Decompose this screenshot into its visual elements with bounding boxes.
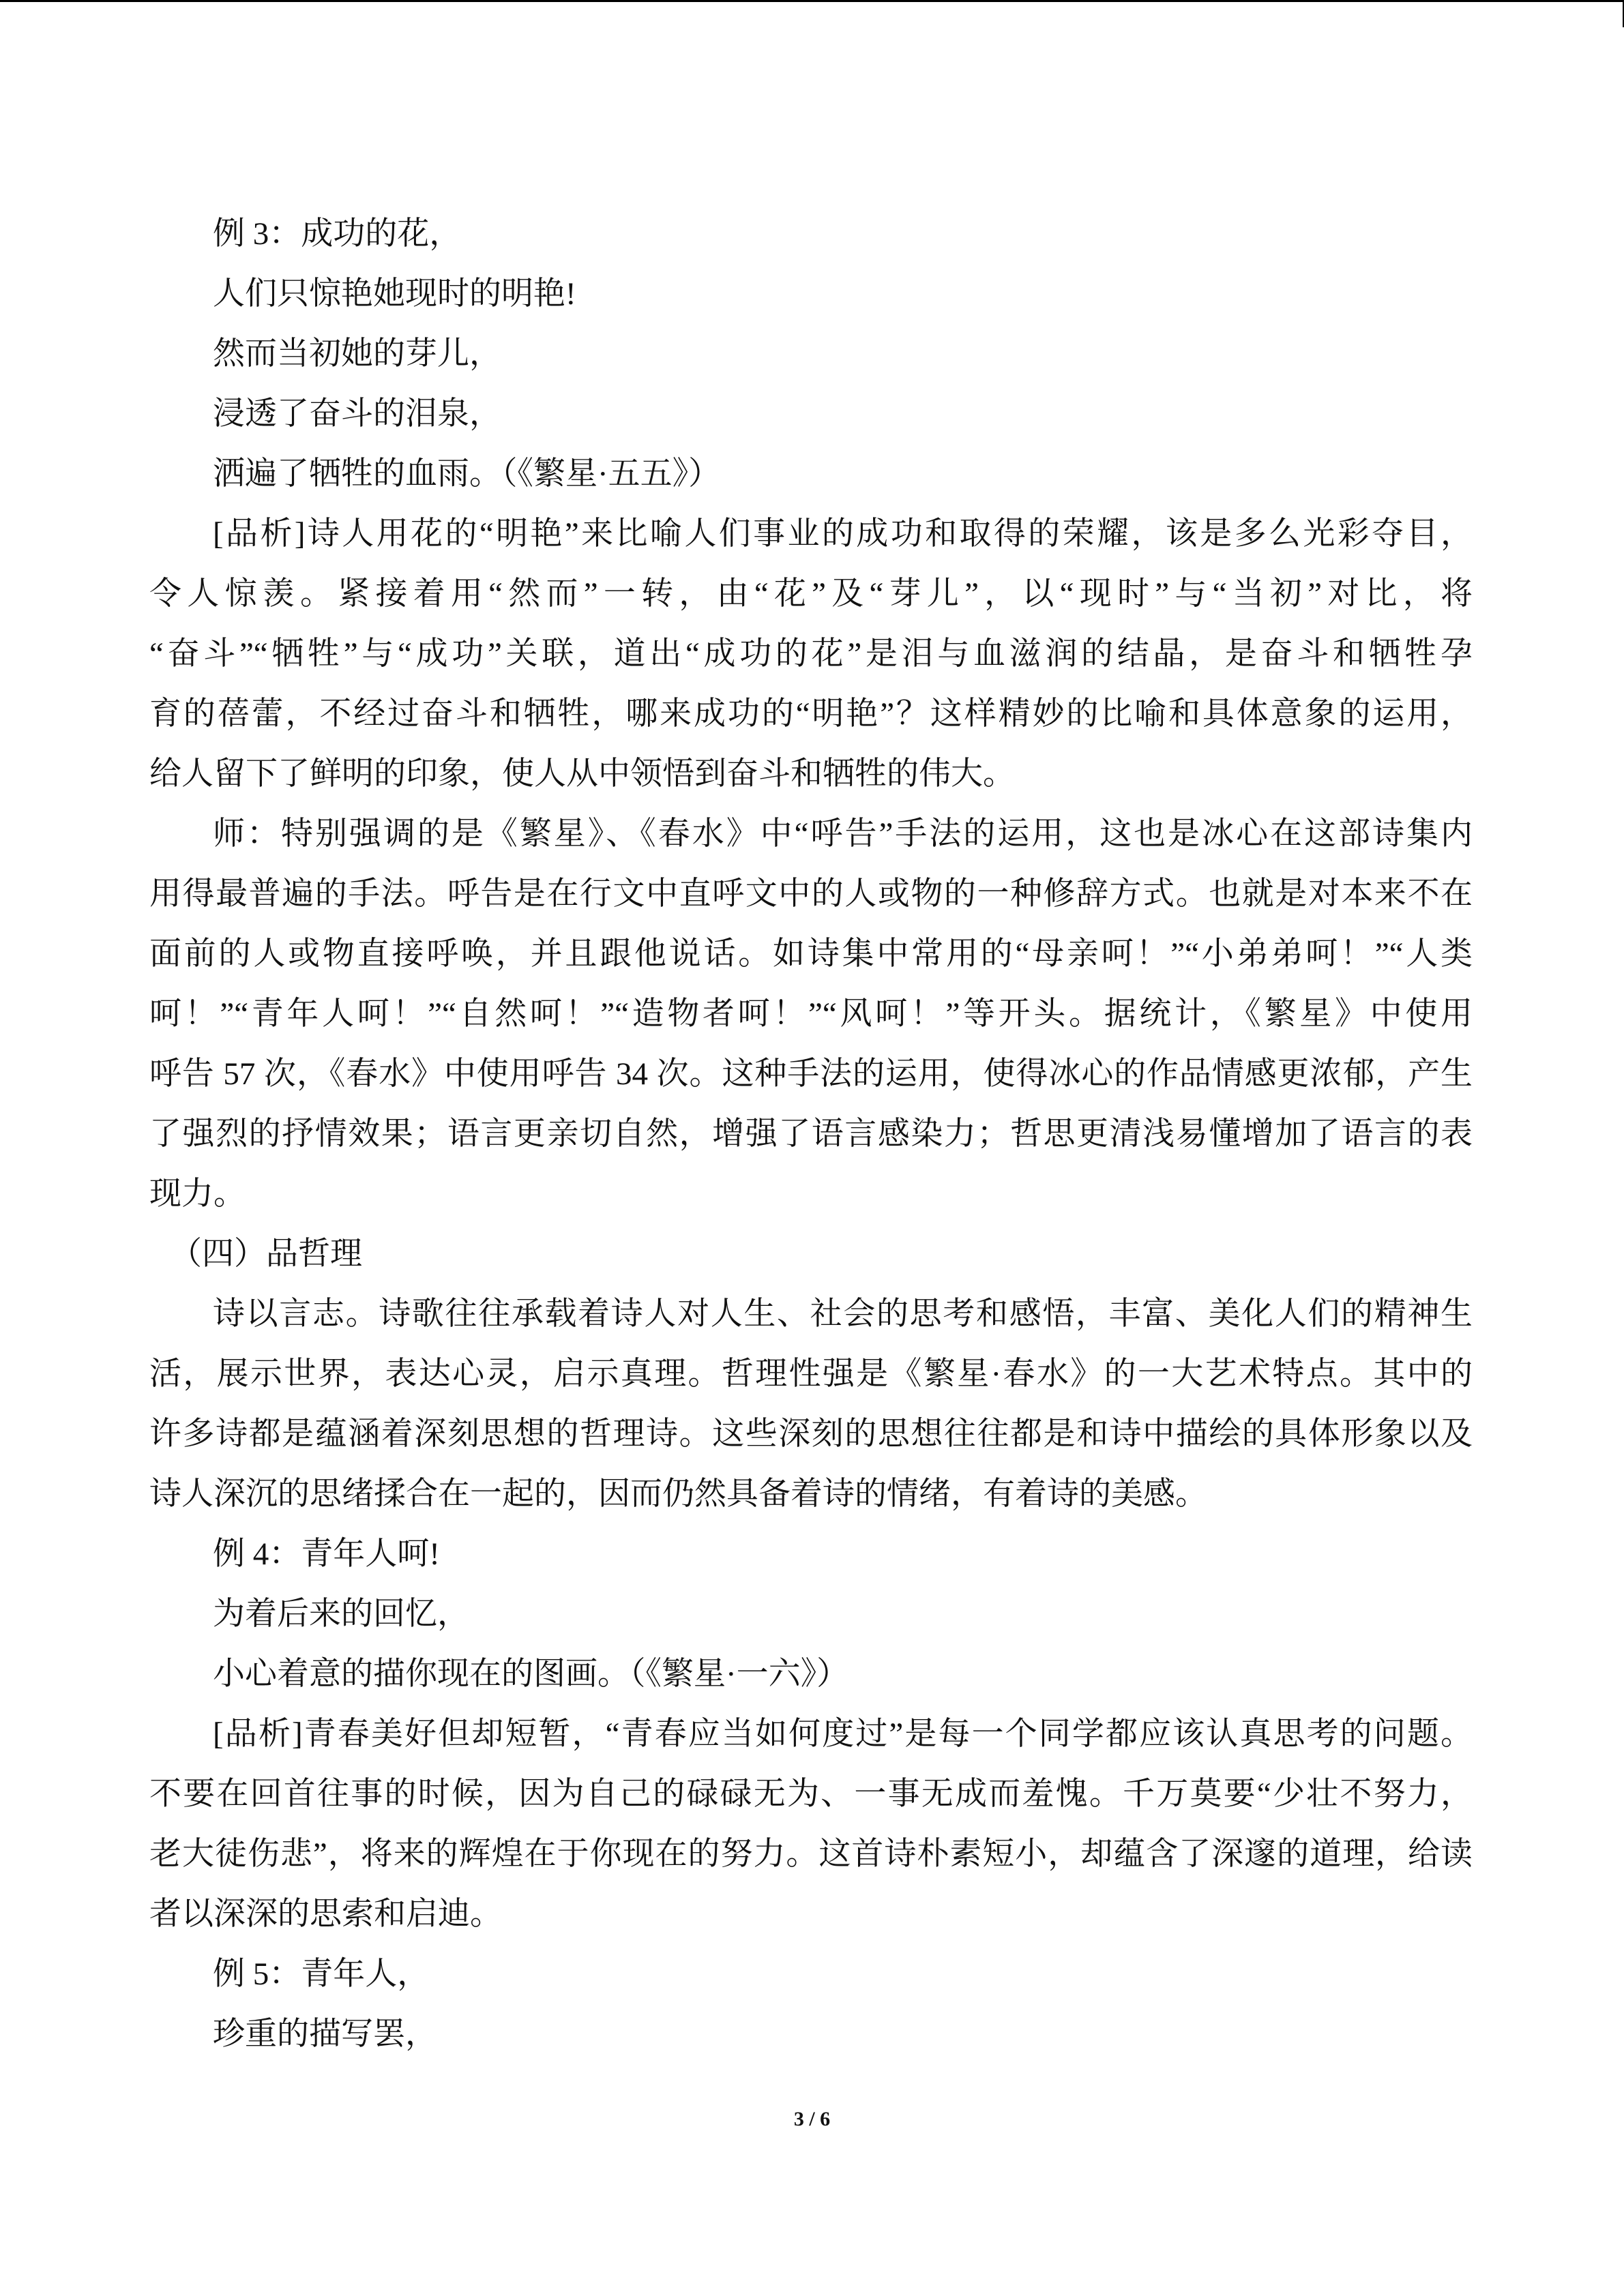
page-top-border — [0, 0, 1624, 2]
poem-line: 洒遍了牺牲的血雨。（《繁星·五五》） — [213, 456, 721, 492]
poem-line: 然而当初她的芽儿， — [213, 336, 501, 372]
section-heading: （四）品哲理 — [170, 1236, 362, 1272]
text-line: 不要在回首往事的时候，因为自己的碌碌无为、一事无成而羞愧。千万莫要“少壮不努力， — [149, 1776, 1473, 1812]
text-line: 师：特别强调的是《繁星》、《春水》中“呼告”手法的运用，这也是冰心在这部诗集内 — [213, 816, 1473, 852]
document-body — [149, 204, 1473, 2064]
poem-line: 珍重的描写罢， — [213, 2016, 437, 2052]
poem-line: 例 5：青年人， — [213, 1956, 430, 1992]
poem-line: 浸透了奋斗的泪泉， — [213, 396, 501, 432]
poem-line: 为着后来的回忆， — [213, 1596, 469, 1632]
text-line: 者以深深的思索和启迪。 — [149, 1896, 502, 1932]
text-line: 育的蓓蕾，不经过奋斗和牺牲，哪来成功的“明艳”？这样精妙的比喻和具体意象的运用， — [149, 696, 1473, 732]
text-line: 现力。 — [149, 1176, 246, 1212]
text-line: 呵！”“青年人呵！”“自然呵！”“造物者呵！”“风呵！”等开头。据统计，《繁星》中使用 — [149, 996, 1473, 1032]
text-line: 了强烈的抒情效果；语言更亲切自然，增强了语言感染力；哲思更清浅易懂增加了语言的表 — [149, 1116, 1473, 1152]
text-line: 令人惊羡。紧接着用“然而”一转，由“花”及“芽儿”，以“现时”与“当初”对比，将 — [149, 576, 1473, 612]
text-line: 面前的人或物直接呼唤，并且跟他说话。如诗集中常用的“母亲呵！”“小弟弟呵！”“人类 — [149, 936, 1473, 972]
page-number: 3 / 6 — [793, 2108, 831, 2130]
poem-line: 例 4：青年人呵! — [213, 1536, 440, 1572]
text-line: [品析]青春美好但却短暂，“青春应当如何度过”是每一个同学都应该认真思考的问题。 — [213, 1716, 1473, 1752]
poem-line: 人们只惊艳她现时的明艳! — [213, 276, 576, 312]
text-line: 许多诗都是蕴涵着深刻思想的哲理诗。这些深刻的思想往往都是和诗中描绘的具体形象以及 — [149, 1416, 1473, 1452]
text-line: 诗以言志。诗歌往往承载着诗人对人生、社会的思考和感悟，丰富、美化人们的精神生 — [213, 1296, 1473, 1332]
poem-line: 例 3：成功的花， — [213, 216, 462, 252]
text-line: “奋斗”“牺牲”与“成功”关联，道出“成功的花”是泪与血滋润的结晶，是奋斗和牺牲孕 — [149, 636, 1473, 672]
poem-line: 小心着意的描你现在的图画。（《繁星·一六》） — [213, 1656, 849, 1692]
text-line: 活，展示世界，表达心灵，启示真理。哲理性强是《繁星·春水》的一大艺术特点。其中的 — [149, 1356, 1473, 1392]
text-line: 用得最普遍的手法。呼告是在行文中直呼文中的人或物的一种修辞方式。也就是对本来不在 — [149, 876, 1473, 912]
text-line: 老大徒伤悲”，将来的辉煌在于你现在的努力。这首诗朴素短小，却蕴含了深邃的道理，给读 — [149, 1836, 1473, 1872]
text-line: 给人留下了鲜明的印象，使人从中领悟到奋斗和牺牲的伟大。 — [149, 756, 1015, 792]
text-line: 诗人深沉的思绪揉合在一起的，因而仍然具备着诗的情绪，有着诗的美感。 — [149, 1476, 1207, 1512]
text-line: 呼告 57 次，《春水》中使用呼告 34 次。这种手法的运用，使得冰心的作品情感更浓郁，产生 — [149, 1056, 1473, 1092]
text-line: [品析]诗人用花的“明艳”来比喻人们事业的成功和取得的荣耀，该是多么光彩夺目， — [213, 516, 1473, 552]
